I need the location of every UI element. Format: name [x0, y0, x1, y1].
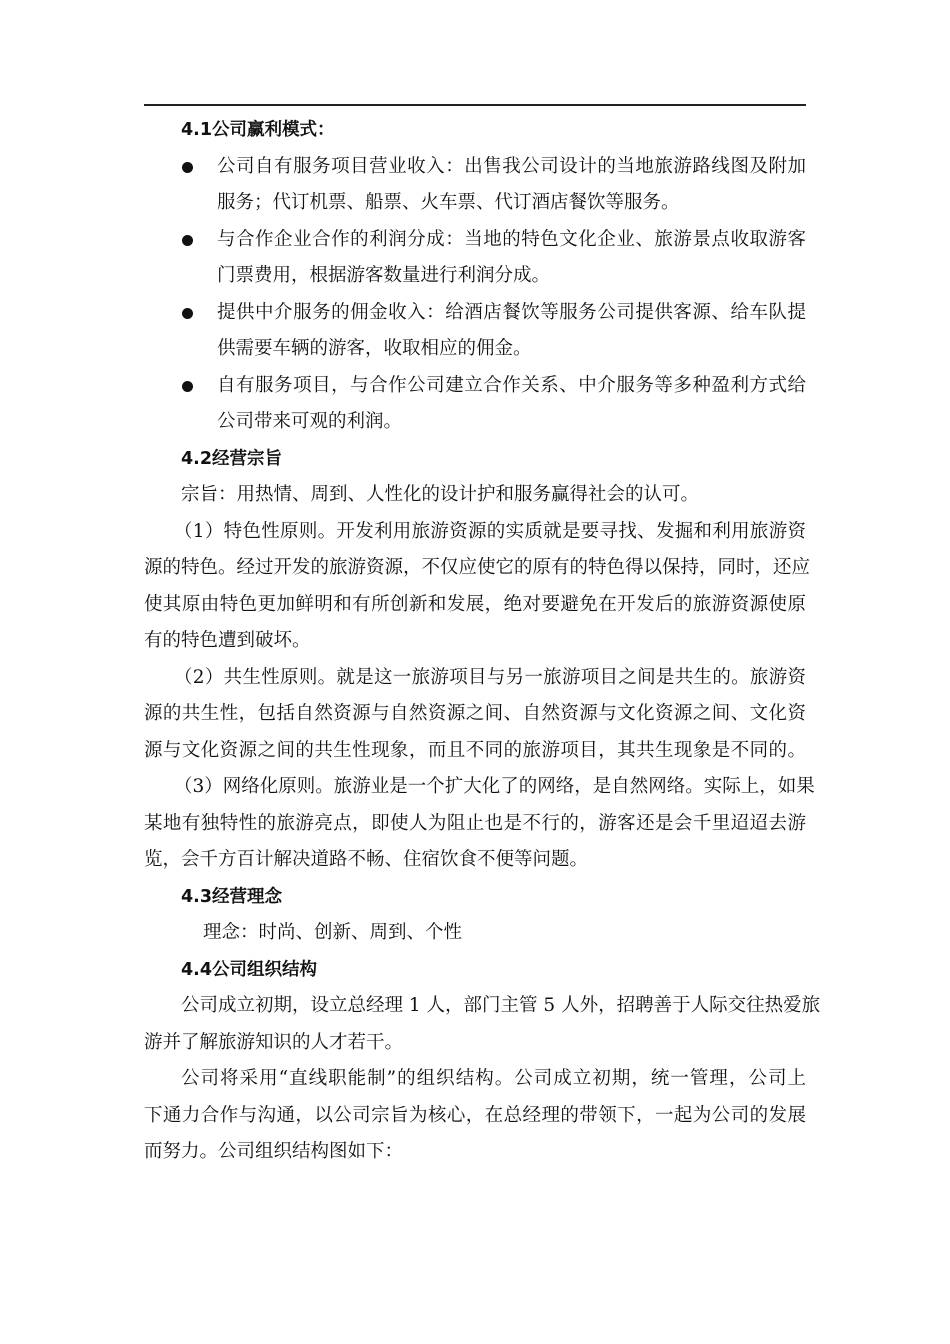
bullet-text-cont: 服务；代订机票、船票、火车票、代订酒店餐饮等服务。	[217, 192, 680, 213]
paragraph-line: 源的特色。经过开发的旅游资源，不仅应使它的原有的特色得以保持，同时，还应	[144, 557, 811, 578]
concept-statement: 理念：时尚、创新、周到、个性	[203, 922, 463, 943]
paragraph-line: 公司将采用“直线职能制”的组织结构。公司成立初期，统一管理，公司上	[181, 1068, 806, 1089]
bullet-item	[144, 295, 806, 332]
bullet-text-cont: 供需要车辆的游客，收取相应的佣金。	[217, 338, 532, 359]
paragraph-line: 源的共生性，包括自然资源与自然资源之间、自然资源与文化资源之间、文化资	[144, 703, 806, 724]
paragraph-line: 有的特色遭到破坏。	[144, 630, 311, 651]
bullet-text-cont: 公司带来可观的利润。	[217, 411, 403, 432]
bullet-item	[144, 222, 806, 259]
section-heading-4-2: 4.2经营宗旨	[181, 448, 283, 469]
paragraph-line: 而努力。公司组织结构图如下：	[144, 1141, 404, 1162]
document-body	[144, 112, 821, 1171]
paragraph-line: 公司成立初期，设立总经理 1 人，部门主管 5 人外，招聘善于人际交往热爱旅	[181, 995, 821, 1016]
bullet-item	[144, 368, 806, 405]
paragraph-line: 览，会千方百计解决道路不畅、住宿饮食不便等问题。	[144, 849, 589, 870]
section-heading-4-4: 4.4公司组织结构	[181, 959, 318, 980]
header-rule	[144, 104, 806, 106]
paragraph-line: 使其原由特色更加鲜明和有所创新和发展，绝对要避免在开发后的旅游资源使原	[144, 593, 806, 615]
bullet-item	[144, 149, 806, 186]
purpose-statement: 宗旨：用热情、周到、人性化的设计护和服务赢得社会的认可。	[181, 484, 700, 505]
paragraph-line: 游并了解旅游知识的人才若干。	[144, 1031, 404, 1053]
bullet-icon	[182, 235, 193, 246]
paragraph-line: 某地有独特性的旅游亮点，即使人为阻止也是不行的，游客还是会千里迢迢去游	[144, 812, 806, 834]
paragraph-line: （2）共生性原则。就是这一旅游项目与另一旅游项目之间是共生的。旅游资	[174, 666, 806, 688]
paragraph-line: （3）网络化原则。旅游业是一个扩大化了的网络，是自然网络。实际上，如果	[174, 776, 815, 797]
bullet-text: 自有服务项目，与合作公司建立合作关系、中介服务等多种盈利方式给	[217, 374, 806, 396]
bullet-icon	[182, 381, 193, 392]
paragraph-line: （1）特色性原则。开发利用旅游资源的实质就是要寻找、发掘和利用旅游资	[174, 520, 806, 542]
bullet-text: 公司自有服务项目营业收入：出售我公司设计的当地旅游路线图及附加	[217, 155, 806, 177]
paragraph-line: 源与文化资源之间的共生性现象，而且不同的旅游项目，其共生现象是不同的。	[144, 739, 806, 761]
bullet-icon	[182, 162, 193, 173]
section-heading-4-1: 4.1公司赢利模式：	[181, 120, 335, 140]
bullet-text-cont: 门票费用，根据游客数量进行利润分成。	[217, 265, 551, 286]
paragraph-line: 下通力合作与沟通，以公司宗旨为核心，在总经理的带领下，一起为公司的发展	[144, 1104, 806, 1126]
bullet-text: 与合作企业合作的利润分成：当地的特色文化企业、旅游景点收取游客	[217, 228, 806, 250]
bullet-icon	[182, 308, 193, 319]
bullet-text: 提供中介服务的佣金收入：给酒店餐饮等服务公司提供客源、给车队提	[217, 301, 806, 323]
section-heading-4-3: 4.3经营理念	[181, 886, 283, 907]
